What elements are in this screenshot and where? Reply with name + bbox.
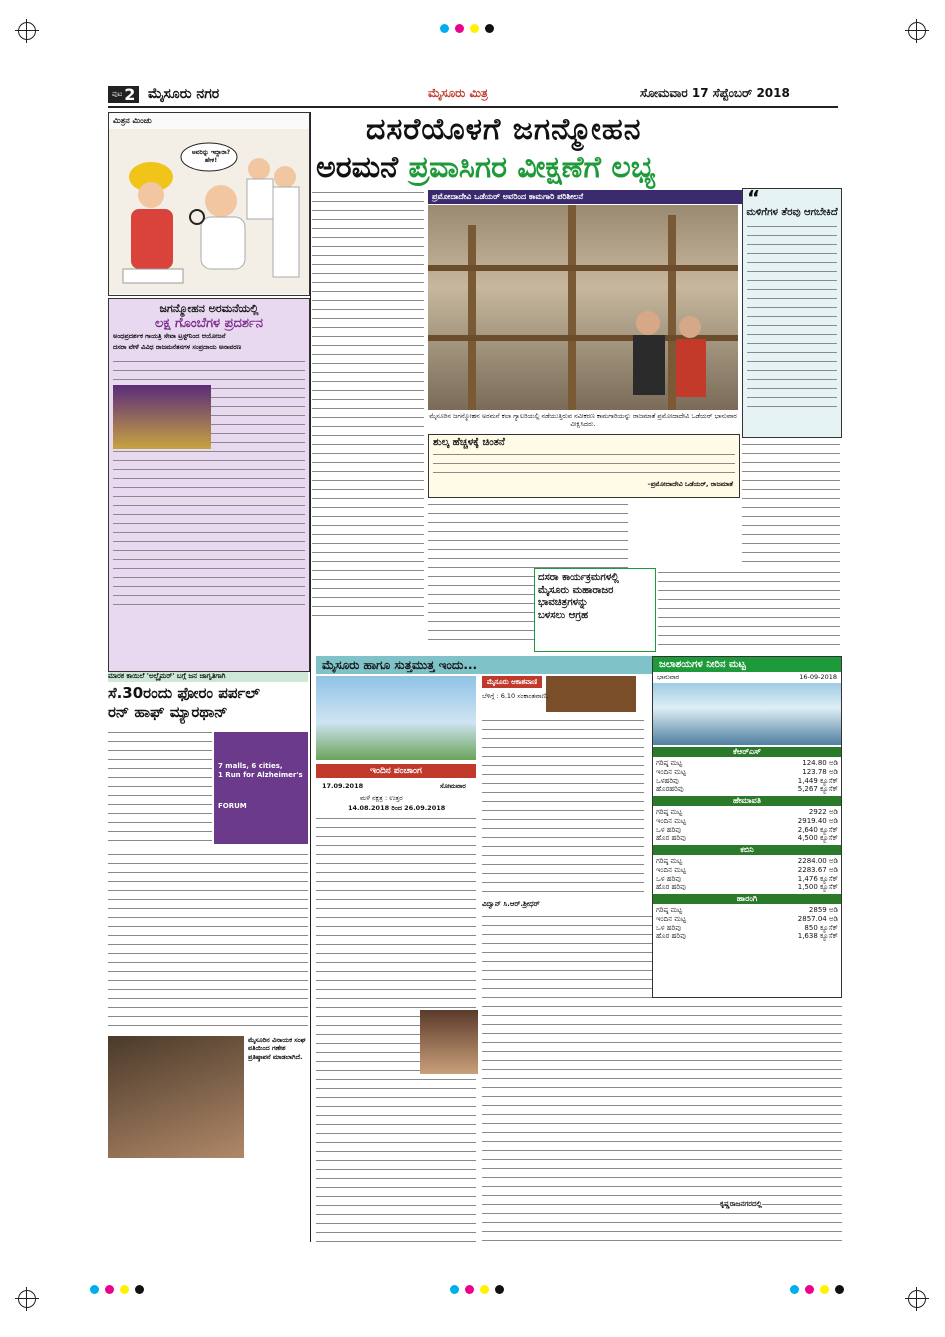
dam-level-value: 2859 ಅಡಿ — [808, 906, 838, 914]
dam-photo — [653, 683, 841, 745]
dolls-bullet-2: ದಸರಾ ವೇಳೆ ವಿವಿಧ ರಾಜಮನೆತನಗಳ ಸಂಪ್ರದಾಯ ಅನಾವರಣ — [113, 343, 242, 351]
forum-run-ad — [214, 732, 308, 844]
ganesha-photo-caption: ಮೈಸೂರಿನ ವಿನಾಯಕ ಸಂಘ ವತಿಯಿಂದ ಗಣೇಶ ಪ್ರತಿಷ್ಠಾಪನೆ ಮಾಡಲಾಗಿದೆ. — [248, 1036, 306, 1061]
today-banner: ಮೈಸೂರು ಹಾಗೂ ಸುತ್ತಮುತ್ತ ಇಂದು... — [316, 656, 652, 674]
levels-date: 16-09-2018 — [799, 673, 837, 681]
fee-quote-attribution: –ಪ್ರಮೋದಾದೇವಿ ಒಡೆಯರ್, ರಾಜಮಾತೆ — [647, 480, 733, 488]
dolls-title-1: ಜಗನ್ಮೋಹನ ಅರಮನೆಯಲ್ಲಿ — [159, 302, 259, 315]
page-number: 2 — [124, 85, 136, 104]
run-story-body-top — [108, 728, 212, 848]
dolls-photo — [113, 385, 211, 449]
side-quote-box — [742, 188, 842, 438]
ad-line-1: 7 malls, 6 cities, — [218, 762, 283, 770]
dam-level-label: ಹೊರ ಹರಿವು — [656, 834, 686, 843]
dam-list — [653, 747, 841, 941]
dolls-story-panel — [108, 298, 310, 672]
dam-level-row — [653, 915, 841, 924]
dasara-title-4: ಬಳಸಲು ಆಗ್ರಹ — [538, 609, 589, 621]
side-quote-body — [747, 222, 837, 412]
dasara-title-1: ದಸರಾ ಕಾರ್ಯಕ್ರಮಗಳಲ್ಲಿ — [538, 572, 619, 583]
headline-line-2b: ಪ್ರವಾಸಿಗರ ವೀಕ್ಷಣೆಗೆ ಲಭ್ಯ — [408, 150, 656, 185]
run-headline — [108, 684, 308, 722]
akashavani-title: ಮೈಸೂರು ಆಕಾಶವಾಣಿ — [482, 676, 542, 688]
page-label: ಪುಟ — [112, 90, 123, 98]
page-number-badge — [108, 86, 139, 103]
reservoir-levels-box — [652, 656, 842, 998]
radio-icon — [546, 676, 636, 712]
dam-level-value: 123.78 ಅಡಿ — [802, 767, 838, 776]
panchanga-range: 14.08.2018 ರಿಂದ 26.09.2018 — [348, 804, 446, 812]
quote-mark-icon: “ — [747, 188, 761, 210]
dam-level-value: 124.80 ಅಡಿ — [802, 759, 838, 767]
dam-level-label: ಗರಿಷ್ಠ ಮಟ್ಟ — [656, 759, 683, 767]
registration-mark-bottom-left — [18, 1290, 36, 1308]
dam-level-label: ಗರಿಷ್ಠ ಮಟ್ಟ — [656, 906, 683, 914]
dam-level-table — [653, 857, 841, 892]
dam-level-row — [653, 785, 841, 794]
dam-level-row — [653, 808, 841, 817]
color-dots-bottom-left — [90, 1285, 144, 1294]
cartoon-speech-bubble: ಅವರಿನ್ನು ಇದ್ದಾರಾ? ಹೇಳಿ! — [191, 149, 231, 164]
run-title-1: ಸೆ.30ರಂದು ಫೋರಂ ಪರ್ಪಲ್ — [108, 684, 260, 702]
palace-photo — [316, 676, 476, 760]
headline-line-1: ದಸರೆಯೊಳಗೆ ಜಗನ್ಮೋಹನ — [366, 112, 642, 147]
dam-level-value: 1,476 ಕ್ಯೂಸೆಕ್ — [797, 874, 838, 883]
cartoon-title: ಮಿತ್ರನ ಮಿಂಚು — [113, 116, 152, 125]
panchanga-title: ಇಂದಿನ ಪಂಚಾಂಗ — [316, 764, 476, 778]
dolls-bullet-1: ಅಂಧಪ್ರದರ್ಶಕ ಗಾಯತ್ರಿ ಸೇವಾ ಟ್ರಸ್ಟ್‌ನಿಂದ ಆಯೋಜನೆ — [113, 332, 226, 340]
dasara-story-body — [658, 568, 840, 650]
dasara-title-3: ಭಾವಚಿತ್ರಗಳನ್ನು — [538, 597, 589, 608]
registration-mark-bottom-right — [908, 1290, 926, 1308]
header-rule — [108, 106, 838, 108]
headline-line-2 — [316, 150, 655, 185]
dam-level-label: ಒಳ ಹರಿವು — [656, 923, 681, 932]
headline-line-2a: ಅರಮನೆ — [316, 150, 399, 185]
color-dots-bottom-right — [790, 1285, 844, 1294]
dam-level-label: ಒಳಹರಿವು — [656, 776, 679, 785]
dam-level-row — [653, 883, 841, 892]
dam-level-value: 2919.40 ಅಡಿ — [797, 816, 838, 825]
dam-name: ಹೇಮಾವತಿ — [653, 796, 841, 806]
run-story-body — [108, 850, 308, 1030]
artist-name: ವಿದ್ವಾನ್ ಸಿ.ಆರ್.ಶ್ರೀಧರ್ — [482, 900, 540, 908]
dam-level-row — [653, 768, 841, 777]
dolls-title-2: ಲಕ್ಷ ಗೊಂಬೆಗಳ ಪ್ರದರ್ಶನ — [154, 316, 263, 331]
dam-level-value: 2857.04 ಅಡಿ — [797, 914, 838, 923]
dam-name: ಕಬಿನಿ — [653, 845, 841, 855]
dam-level-value: 2922 ಅಡಿ — [808, 808, 838, 816]
issue-date: ಸೋಮವಾರ 17 ಸೆಪ್ಟೆಂಬರ್ 2018 — [640, 86, 790, 100]
section-name: ಮೈಸೂರು ನಗರ — [148, 86, 220, 102]
photo-banner: ಪ್ರಮೋದಾದೇವಿ ಒಡೆಯರ್ ಅವರಿಂದ ಕಾಮಗಾರಿ ಪರಿಶೀಲನೆ — [428, 190, 742, 204]
dam-name: ಹಾರಂಗಿ — [653, 894, 841, 904]
levels-title: ಜಲಾಶಯಗಳ ನೀರಿನ ಮಟ್ಟ — [653, 657, 841, 672]
renovation-photo — [428, 205, 738, 410]
dam-level-label: ಗರಿಷ್ಠ ಮಟ್ಟ — [656, 857, 683, 865]
dam-level-label: ಹೊರ ಹರಿವು — [656, 932, 686, 941]
lead-story-body — [312, 188, 424, 616]
color-dots-bottom-center — [450, 1285, 504, 1294]
color-dots-top — [440, 24, 494, 33]
dam-level-value: 1,500 ಕ್ಯೂಸೆಕ್ — [797, 883, 838, 892]
cartoon-panel — [108, 112, 310, 296]
akashavani-time: ಬೆಳಿಗ್ಗೆ : 6.10 ಸಂಕಾಂತವಾಣಿ, — [482, 692, 549, 700]
dam-level-row — [653, 834, 841, 843]
dam-level-label: ಇಂದಿನ ಮಟ್ಟ — [656, 816, 687, 825]
registration-mark-top-left — [18, 22, 36, 40]
column-divider — [310, 112, 311, 1242]
dam-level-table — [653, 906, 841, 941]
dam-level-value: 2,640 ಕ್ಯೂಸೆಕ್ — [797, 825, 838, 834]
run-kicker: ಮಾರಕ ಕಾಯಿಲೆ 'ಅಲ್ಜೈಮರ್' ಬಗ್ಗೆ ಜನ ಜಾಗೃತಿಗಾಗಿ — [108, 672, 308, 682]
akashavani-body — [482, 716, 644, 896]
dam-level-row — [653, 906, 841, 915]
dam-level-value: 4,500 ಕ್ಯೂಸೆಕ್ — [797, 834, 838, 843]
dam-level-row — [653, 826, 841, 835]
dam-level-value: 2284.00 ಅಡಿ — [797, 857, 838, 865]
dam-level-label: ಹೊರ ಹರಿವು — [656, 883, 686, 892]
dam-level-row — [653, 759, 841, 768]
dam-level-row — [653, 875, 841, 884]
masthead: ಮೈಸೂರು ಮಿತ್ರ — [428, 86, 488, 100]
registration-mark-top-right — [908, 22, 926, 40]
dam-level-label: ಒಳ ಹರಿವು — [656, 825, 681, 834]
dam-level-row — [653, 924, 841, 933]
dam-level-label: ಹೊರಹರಿವು — [656, 785, 684, 794]
artist-photo — [420, 1010, 478, 1074]
fee-quote-title: ಶುಲ್ಕ ಹೆಚ್ಚಳಕ್ಕೆ ಚಿಂತನೆ — [433, 437, 505, 448]
dam-level-label: ಇಂದಿನ ಮಟ್ಟ — [656, 865, 687, 874]
events-heading: ಕೃಷ್ಣರಾಜನಗರದಲ್ಲಿ — [720, 1200, 762, 1208]
dam-level-table — [653, 759, 841, 794]
panchanga-sub: ಮಳೆ ನಕ್ಷತ್ರ : ಉತ್ತರ — [360, 794, 403, 802]
side-quote-title: ಮಳಿಗೆಗಳ ತೆರವು ಆಗಬೇಕಿದೆ — [746, 207, 838, 218]
dam-level-value: 850 ಕ್ಯೂಸೆಕ್ — [804, 923, 838, 932]
run-title-2: ರನ್ ಹಾಫ್ ಮ್ಯಾರಥಾನ್ — [108, 702, 228, 721]
dasara-story-headline — [534, 568, 656, 652]
panchanga-weekday: ಸೋಮವಾರ — [440, 782, 466, 790]
dam-level-value: 1,449 ಕ್ಯೂಸೆಕ್ — [797, 776, 838, 785]
dam-level-label: ಒಳ ಹರಿವು — [656, 874, 681, 883]
dam-level-label: ಇಂದಿನ ಮಟ್ಟ — [656, 767, 687, 776]
ad-line-2: 1 Run for Alzheimer's — [218, 771, 303, 780]
fee-quote-body — [433, 450, 735, 480]
ad-brand: FORUM — [218, 802, 247, 811]
dam-level-table — [653, 808, 841, 843]
dam-level-label: ಇಂದಿನ ಮಟ್ಟ — [656, 914, 687, 923]
dam-level-value: 2283.67 ಅಡಿ — [797, 865, 838, 874]
dam-level-row — [653, 857, 841, 866]
panchanga-date: 17.09.2018 — [322, 782, 364, 790]
dam-name: ಕೆಆರ್‌ಎಸ್ — [653, 747, 841, 757]
dam-level-label: ಗರಿಷ್ಠ ಮಟ್ಟ — [656, 808, 683, 816]
dasara-title-2: ಮೈಸೂರು ಮಹಾರಾಜರ — [538, 584, 614, 596]
photo-caption: ಮೈಸೂರಿನ ಜಗನ್ಮೋಹನ ಅರಮನೆ ಕಲಾ ಗ್ಯಾಲರಿಯಲ್ಲಿ ನಡೆಯುತ್ತಿರುವ ನವೀಕರಣ ಕಾಮಗಾರಿಯನ್ನು ರಾಜಮಾತೆ ಪ್ರಮೋದಾದೇವಿ ಒಡೆಯರ್ ಭಾನುವಾರ ವೀಕ್ಷಿಸಿದರು. — [429, 412, 737, 429]
dam-level-row — [653, 817, 841, 826]
ganesha-photo — [108, 1036, 244, 1158]
fee-quote-box — [428, 434, 740, 498]
levels-day: ಭಾನುವಾರ — [657, 673, 680, 681]
dam-level-value: 1,638 ಕ್ಯೂಸೆಕ್ — [797, 932, 838, 941]
dam-level-row — [653, 777, 841, 786]
dam-level-value: 5,267 ಕ್ಯೂಸೆಕ್ — [797, 785, 838, 794]
dam-level-row — [653, 866, 841, 875]
dam-level-row — [653, 932, 841, 941]
